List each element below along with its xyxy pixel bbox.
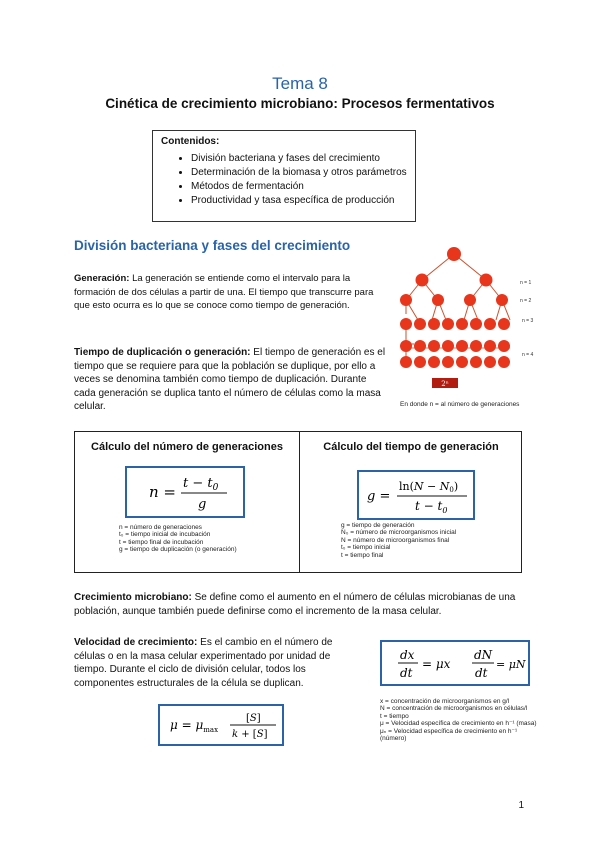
- svg-text:t − t0: $t - t_0$: [183, 476, 219, 493]
- cell: [456, 318, 468, 330]
- velocity-formulas: [380, 640, 530, 686]
- cell: [484, 356, 496, 368]
- monod-formula: [158, 704, 284, 746]
- cell: [484, 340, 496, 352]
- velocity-legend: [380, 698, 540, 742]
- cell: [456, 340, 468, 352]
- cell: [480, 274, 493, 287]
- calculation-box: [74, 431, 522, 573]
- generacion-text: La generación se entiende como el intervalo para la formación de dos células a partir de una. El tiempo que transcurre para que esto ocurra es lo que se conoce como tiempo de generación.: [74, 273, 374, 311]
- generation-label: n = 2: [520, 298, 532, 304]
- svg-text:g: g: [198, 497, 207, 512]
- cell: [400, 294, 412, 306]
- generations-title: Cálculo del número de generaciones: [91, 441, 283, 453]
- svg-text:n =: n =: [149, 483, 176, 501]
- cell: [414, 318, 426, 330]
- legend-line: x = concentración de microorganismos en g/l: [380, 698, 510, 705]
- cell: [456, 356, 468, 368]
- generations-formula: [125, 466, 245, 518]
- svg-text:dx: dx: [400, 648, 415, 662]
- legend-line: g = tiempo de duplicación (o generación): [119, 546, 237, 554]
- generation-time-formula: [357, 470, 475, 520]
- legend-line: n = número de generaciones: [119, 524, 202, 531]
- contents-heading: Contenidos:: [161, 136, 220, 147]
- cell: [400, 356, 412, 368]
- contents-item: • Productividad y tasa específica de producción: [191, 195, 407, 207]
- cell: [442, 340, 454, 352]
- generation-time-formula-svg: [359, 472, 473, 518]
- cell: [442, 318, 454, 330]
- crecimiento-term: Crecimiento microbiano:: [74, 592, 192, 603]
- generation-label: n = 1: [520, 280, 532, 286]
- cell: [447, 247, 461, 261]
- contents-item: • Métodos de fermentación: [191, 181, 407, 193]
- legend-line: μₙ = Velocidad específica de crecimiento en h⁻¹ (número): [380, 727, 518, 743]
- cell: [464, 294, 476, 306]
- legend-line: N₀ = número de microorganismos inicial: [341, 529, 457, 537]
- contents-item: • Determinación de la biomasa y otros parámetros: [191, 167, 407, 179]
- svg-text:ln(N − N0): ln(N − N0): [399, 480, 459, 494]
- duplicacion-paragraph: [74, 346, 390, 414]
- svg-text:t − t0: $t - t_0$: [415, 499, 448, 515]
- cell: [498, 356, 510, 368]
- duplicacion-term: Tiempo de duplicación o generación:: [74, 347, 251, 358]
- velocidad-term: Velocidad de crecimiento:: [74, 637, 198, 648]
- legend-line: t = tiempo: [380, 712, 409, 720]
- cell: [400, 318, 412, 330]
- contents-box: [152, 130, 416, 222]
- velocity-formulas-svg: [382, 642, 528, 684]
- svg-text:μ = μmax: $\mu = \mu_{max}$: [170, 718, 219, 734]
- page-title: Cinética de crecimiento microbiano: Procesos fermentativos: [105, 96, 495, 111]
- svg-text:= μN: = μN: [496, 658, 526, 671]
- cell: [400, 340, 412, 352]
- svg-text:dN: dN: [474, 648, 493, 662]
- cell: [498, 340, 510, 352]
- cell: [496, 294, 508, 306]
- generation-time-title: Cálculo del tiempo de generación: [323, 441, 499, 453]
- cell: [432, 294, 444, 306]
- generacion-term: Generación:: [74, 273, 130, 284]
- binary-fission-diagram: [392, 244, 550, 412]
- legend-line: t = tiempo final de incubación: [119, 538, 204, 546]
- formula-tag-text: 2ⁿ: [441, 380, 449, 388]
- svg-text:dt: dt: [400, 666, 413, 680]
- contents-item: • División bacteriana y fases del crecimiento: [191, 153, 407, 165]
- cell: [484, 318, 496, 330]
- generations-formula-svg: [127, 468, 243, 516]
- svg-text:dt: dt: [475, 666, 488, 680]
- velocidad-text: Es el cambio en el número de células o en la masa celular experimentado por unidad de tiempo. Durante el ciclo de división celular, todos los componentes estructurales de la célula se duplican.: [74, 637, 333, 689]
- legend-line: t₀ = tiempo inicial de incubación: [119, 531, 211, 539]
- cell: [470, 318, 482, 330]
- legend-line: N = número de microorganismos final: [341, 536, 450, 544]
- cell: [428, 318, 440, 330]
- duplicacion-text: El tiempo de generación es el tiempo que se requiere para que la población se duplique, por ello a veces se denomina también como tiempo de duplicación. Durante cada generación se duplica tanto el número de células como la masa celular.: [74, 347, 386, 412]
- column-divider: [299, 432, 300, 572]
- cell: [414, 356, 426, 368]
- generation-label: n = 4: [522, 352, 534, 358]
- generacion-paragraph: [74, 272, 390, 313]
- generation-time-legend: [341, 522, 511, 559]
- svg-text:[S]: [S]: [246, 713, 261, 724]
- generations-legend: [119, 524, 289, 554]
- generation-label: n = 3: [522, 318, 534, 324]
- velocidad-paragraph: [74, 636, 364, 690]
- diagram-caption: En donde n = al número de generaciones: [400, 401, 520, 408]
- cell: [428, 340, 440, 352]
- page-number: 1: [518, 800, 524, 811]
- topic-number: Tema 8: [272, 74, 328, 93]
- cell: [470, 356, 482, 368]
- crecimiento-text: Se define como el aumento en el número de células microbianas de una población, aunque también puede definirse como el incremento de la masa celular.: [74, 592, 516, 617]
- svg-text:g =: g =: [367, 489, 391, 504]
- cell: [498, 318, 510, 330]
- monod-formula-svg: [160, 706, 282, 744]
- legend-line: g = tiempo de generación: [341, 522, 415, 529]
- svg-text:= μx: = μx: [422, 657, 451, 671]
- cell: [470, 340, 482, 352]
- contents-list: [161, 153, 407, 207]
- svg-text:k + [S]: k + [S]: [232, 729, 268, 740]
- legend-line: t = tiempo final: [341, 551, 384, 559]
- legend-line: μ = Velocidad específica de crecimiento en h⁻¹ (masa): [380, 720, 537, 728]
- legend-line: N = concentración de microorganismos en células/l: [380, 705, 528, 713]
- cell: [442, 356, 454, 368]
- cell: [416, 274, 429, 287]
- legend-line: t₀ = tiempo inicial: [341, 544, 391, 552]
- cell: [414, 340, 426, 352]
- cells: [400, 247, 510, 368]
- cell: [428, 356, 440, 368]
- section-heading: División bacteriana y fases del crecimiento: [74, 238, 351, 253]
- crecimiento-paragraph: [74, 591, 534, 618]
